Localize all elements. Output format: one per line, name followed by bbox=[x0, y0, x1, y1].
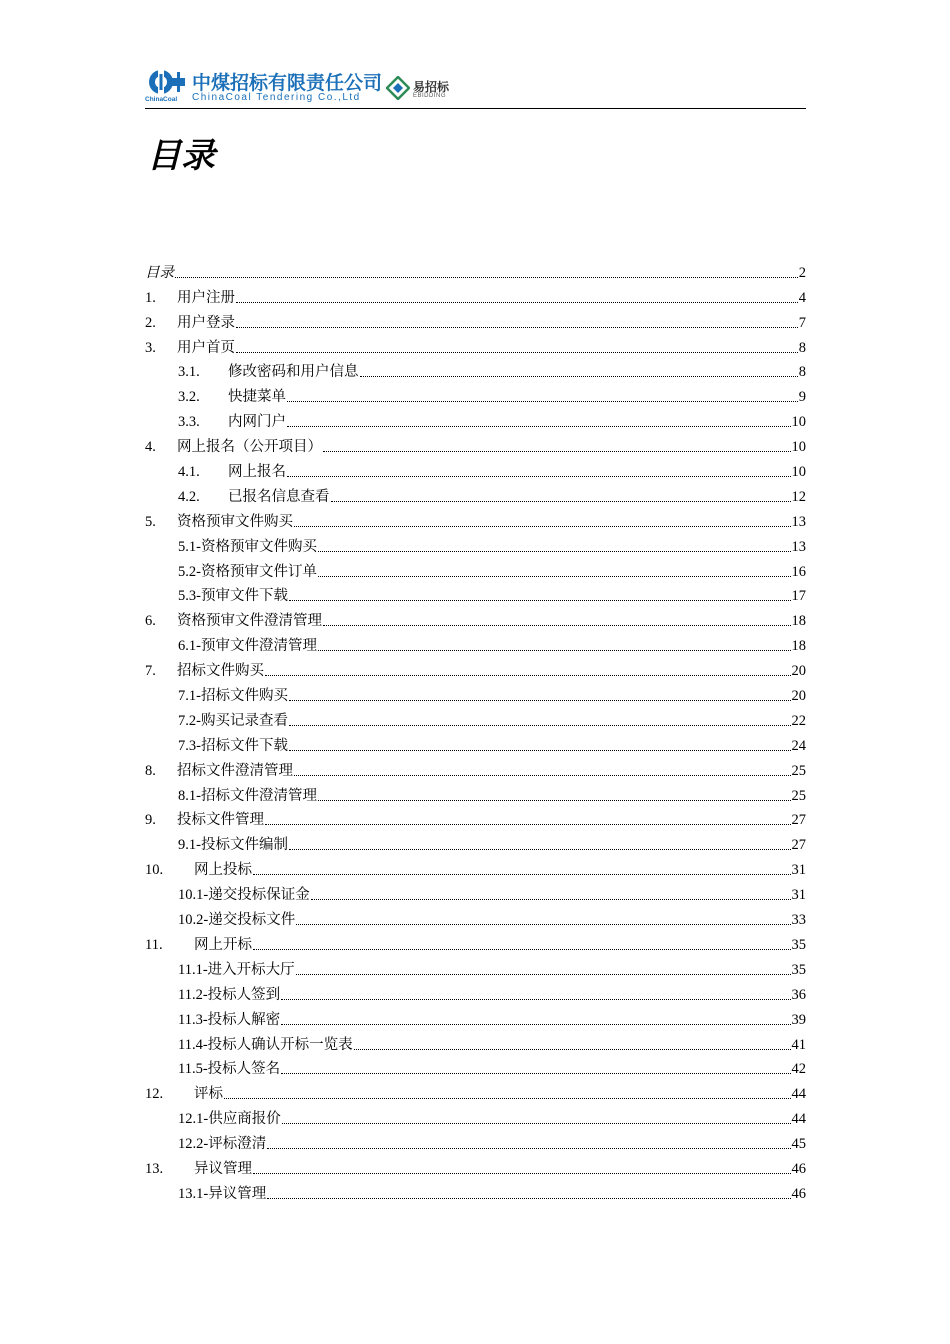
toc-entry-number: 7.3- bbox=[178, 737, 201, 754]
toc-entry-lead bbox=[145, 933, 792, 954]
toc-entry-page: 4 bbox=[798, 289, 806, 306]
toc-entry-page: 25 bbox=[791, 762, 806, 779]
toc-entry-text: 招标文件购买 bbox=[200, 688, 288, 705]
toc-dot-leader bbox=[267, 1148, 790, 1149]
toc-entry-page: 35 bbox=[791, 936, 806, 953]
toc-entry-lead bbox=[178, 460, 792, 481]
toc-entry-page: 27 bbox=[791, 837, 806, 854]
toc-entry-lead bbox=[178, 634, 792, 655]
toc-entry-text: 投标人签名 bbox=[207, 1061, 281, 1078]
toc-entry-text: 内网门户 bbox=[228, 414, 286, 431]
toc-entry[interactable] bbox=[145, 1054, 806, 1079]
toc-entry-number: 13. bbox=[145, 1160, 164, 1177]
toc-dot-leader bbox=[294, 775, 791, 776]
toc-entry-page: 13 bbox=[791, 513, 806, 530]
toc-entry-number: 1. bbox=[145, 289, 156, 306]
toc-entry-page: 20 bbox=[791, 663, 806, 680]
toc-dot-leader bbox=[331, 501, 791, 502]
toc-dot-leader bbox=[318, 800, 791, 801]
toc-entry-lead bbox=[178, 958, 792, 979]
toc-dot-leader bbox=[289, 725, 791, 726]
toc-dot-leader bbox=[265, 824, 791, 825]
toc-entry-text: 已报名信息查看 bbox=[228, 488, 330, 505]
toc-entry-text: 用户注册 bbox=[177, 289, 235, 306]
toc-entry-lead bbox=[178, 1033, 792, 1054]
toc-dot-leader bbox=[236, 327, 798, 328]
toc-dot-leader bbox=[294, 526, 791, 527]
toc-entry[interactable] bbox=[145, 381, 806, 406]
toc-dot-leader bbox=[175, 277, 798, 278]
toc-entry-lead bbox=[145, 336, 799, 357]
toc-entry[interactable] bbox=[145, 730, 806, 755]
toc-entry-page: 10 bbox=[791, 464, 806, 481]
toc-entry-lead bbox=[145, 759, 792, 780]
toc-entry-lead bbox=[145, 1157, 792, 1178]
toc-entry[interactable] bbox=[145, 332, 806, 357]
toc-entry-number: 10.1- bbox=[178, 887, 209, 904]
toc-entry-number: 11. bbox=[145, 936, 163, 953]
toc-entry-page: 46 bbox=[791, 1185, 806, 1202]
toc-dot-leader bbox=[281, 1073, 790, 1074]
toc-dot-leader bbox=[253, 874, 791, 875]
toc-entry-number: 8.1- bbox=[178, 787, 201, 804]
toc-entry[interactable] bbox=[145, 1128, 806, 1153]
toc-dot-leader bbox=[318, 650, 791, 651]
toc-entry-number: 9. bbox=[145, 812, 156, 829]
toc-entry-page: 18 bbox=[791, 638, 806, 655]
toc-entry-lead bbox=[178, 709, 792, 730]
toc-entry-text: 评标 bbox=[194, 1086, 223, 1103]
toc-entry-text: 用户首页 bbox=[177, 339, 235, 356]
toc-entry[interactable] bbox=[145, 581, 806, 606]
toc-entry-text: 资格预审文件购买 bbox=[177, 513, 293, 530]
toc-entry-number: 12. bbox=[145, 1086, 164, 1103]
toc-entry-lead bbox=[178, 833, 792, 854]
toc-entry[interactable] bbox=[145, 829, 806, 854]
toc-entry-text: 投标文件管理 bbox=[177, 812, 264, 829]
toc-dot-leader bbox=[318, 551, 791, 552]
toc-entry-number: 5.2- bbox=[178, 563, 201, 580]
toc-dot-leader bbox=[360, 376, 798, 377]
toc-entry-number: 13.1- bbox=[178, 1185, 209, 1202]
toc-dot-leader bbox=[323, 451, 791, 452]
toc-entry-page: 35 bbox=[791, 961, 806, 978]
toc-entry-lead bbox=[145, 1082, 792, 1103]
table-of-contents bbox=[145, 257, 806, 1203]
toc-entry-lead bbox=[178, 485, 792, 506]
toc-entry-text: 快捷菜单 bbox=[228, 389, 286, 406]
toc-entry-number: 6.1- bbox=[178, 638, 201, 655]
toc-entry-lead bbox=[178, 1008, 792, 1029]
toc-entry[interactable] bbox=[145, 1153, 806, 1178]
toc-entry-page: 45 bbox=[791, 1136, 806, 1153]
toc-entry-lead bbox=[178, 560, 792, 581]
toc-entry-lead bbox=[145, 311, 799, 332]
toc-entry[interactable] bbox=[145, 481, 806, 506]
toc-entry-number: 10.2- bbox=[178, 912, 209, 929]
toc-dot-leader bbox=[287, 476, 791, 477]
toc-entry-lead bbox=[178, 410, 792, 431]
toc-entry-lead bbox=[178, 784, 792, 805]
toc-entry-text: 投标人解密 bbox=[207, 1011, 281, 1028]
toc-entry-lead bbox=[178, 1132, 792, 1153]
toc-entry-number: 4.2. bbox=[178, 488, 200, 505]
toc-entry[interactable] bbox=[145, 556, 806, 581]
toc-entry-lead bbox=[178, 1107, 792, 1128]
toc-entry-number: 5.1- bbox=[178, 538, 201, 555]
toc-entry-number: 10. bbox=[145, 862, 164, 879]
toc-dot-leader bbox=[287, 401, 798, 402]
toc-entry-text: 投标人签到 bbox=[207, 986, 281, 1003]
toc-entry-number: 4.1. bbox=[178, 464, 200, 481]
toc-entry-page: 20 bbox=[791, 688, 806, 705]
company-name-en: ChinaCoal Tendering Co.,Ltd bbox=[192, 92, 361, 103]
toc-entry-page: 22 bbox=[791, 712, 806, 729]
toc-entry-page: 24 bbox=[791, 737, 806, 754]
toc-entry-lead bbox=[178, 360, 799, 381]
toc-entry-text: 预审文件下载 bbox=[200, 588, 288, 605]
toc-entry[interactable] bbox=[145, 1178, 806, 1203]
toc-entry-number: 3.3. bbox=[178, 414, 200, 431]
toc-entry-number: 12.1- bbox=[178, 1111, 209, 1128]
toc-entry-number: 11.1- bbox=[178, 961, 208, 978]
toc-entry[interactable] bbox=[145, 655, 806, 680]
toc-dot-leader bbox=[287, 426, 791, 427]
toc-entry-lead bbox=[178, 535, 792, 556]
toc-entry-number: 3.1. bbox=[178, 364, 200, 381]
toc-entry-number: 5. bbox=[145, 513, 156, 530]
toc-entry-number: 11.3- bbox=[178, 1011, 208, 1028]
toc-entry-lead bbox=[178, 1182, 792, 1203]
toc-entry-page: 27 bbox=[791, 812, 806, 829]
toc-entry-text: 招标文件购买 bbox=[177, 663, 264, 680]
toc-entry[interactable] bbox=[145, 431, 806, 456]
toc-entry-text: 招标文件下载 bbox=[200, 737, 288, 754]
toc-entry-page: 2 bbox=[798, 264, 806, 281]
toc-entry[interactable] bbox=[145, 904, 806, 929]
toc-entry-page: 31 bbox=[791, 887, 806, 904]
toc-entry-page: 46 bbox=[791, 1160, 806, 1177]
toc-entry-text: 资格预审文件订单 bbox=[200, 563, 317, 580]
toc-entry-page: 18 bbox=[791, 613, 806, 630]
toc-entry-text: 网上开标 bbox=[194, 936, 252, 953]
toc-entry-lead bbox=[178, 983, 792, 1004]
toc-entry-text: 递交投标文件 bbox=[208, 912, 296, 929]
toc-entry-page: 9 bbox=[798, 389, 806, 406]
toc-entry-lead bbox=[178, 883, 792, 904]
logo-small-text: ChinaCoal bbox=[145, 96, 178, 103]
toc-entry-text: 递交投标保证金 bbox=[208, 887, 310, 904]
toc-entry-page: 44 bbox=[791, 1086, 806, 1103]
toc-entry-number: 6. bbox=[145, 613, 156, 630]
toc-entry-text: 资格预审文件购买 bbox=[200, 538, 317, 555]
toc-entry-number: 4. bbox=[145, 439, 156, 456]
toc-entry-page: 31 bbox=[791, 862, 806, 879]
toc-entry-page: 25 bbox=[791, 787, 806, 804]
toc-dot-leader bbox=[289, 750, 791, 751]
toc-dot-leader bbox=[281, 1024, 790, 1025]
toc-entry-page: 10 bbox=[791, 414, 806, 431]
toc-entry[interactable] bbox=[145, 780, 806, 805]
toc-entry[interactable] bbox=[145, 680, 806, 705]
toc-entry-page: 10 bbox=[791, 439, 806, 456]
toc-entry-text: 异议管理 bbox=[194, 1160, 252, 1177]
toc-entry[interactable] bbox=[145, 456, 806, 481]
toc-entry-text: 预审文件澄清管理 bbox=[200, 638, 317, 655]
page-title: 目录 bbox=[147, 136, 215, 176]
toc-entry[interactable] bbox=[145, 605, 806, 630]
toc-entry-lead bbox=[178, 1057, 792, 1078]
toc-entry-text: 网上投标 bbox=[194, 862, 252, 879]
toc-entry-text: 供应商报价 bbox=[208, 1111, 281, 1128]
toc-dot-leader bbox=[282, 1123, 791, 1124]
page-header bbox=[145, 66, 806, 109]
toc-entry[interactable] bbox=[145, 307, 806, 332]
toc-entry[interactable] bbox=[145, 1078, 806, 1103]
toc-dot-leader bbox=[265, 675, 791, 676]
toc-entry-page: 13 bbox=[791, 538, 806, 555]
toc-entry-lead bbox=[178, 385, 799, 406]
toc-entry[interactable] bbox=[145, 805, 806, 830]
toc-entry-number: 2. bbox=[145, 314, 156, 331]
ebidding-name-en: EBIDDING bbox=[413, 93, 447, 99]
toc-entry-text: 招标文件澄清管理 bbox=[200, 787, 317, 804]
toc-entry[interactable] bbox=[145, 1004, 806, 1029]
toc-entry-page: 33 bbox=[791, 912, 806, 929]
toc-entry-text: 投标人确认开标一览表 bbox=[207, 1036, 353, 1053]
toc-entry-page: 36 bbox=[791, 986, 806, 1003]
toc-entry-text: 网上报名 bbox=[228, 464, 286, 481]
toc-entry-text: 投标文件编制 bbox=[200, 837, 288, 854]
toc-entry-text: 异议管理 bbox=[208, 1185, 267, 1202]
toc-entry-lead bbox=[178, 584, 792, 605]
toc-entry[interactable] bbox=[145, 954, 806, 979]
toc-dot-leader bbox=[281, 999, 790, 1000]
toc-entry-lead bbox=[178, 684, 792, 705]
toc-entry[interactable] bbox=[145, 282, 806, 307]
ebidding-logo-icon bbox=[386, 76, 410, 100]
toc-entry-text: 购买记录查看 bbox=[200, 712, 288, 729]
toc-dot-leader bbox=[296, 924, 790, 925]
toc-dot-leader bbox=[311, 899, 791, 900]
toc-entry-text: 评标澄清 bbox=[208, 1136, 267, 1153]
toc-entry-number: 5.3- bbox=[178, 588, 201, 605]
toc-entry[interactable] bbox=[145, 531, 806, 556]
toc-entry-page: 41 bbox=[791, 1036, 806, 1053]
toc-entry-number: 3.2. bbox=[178, 389, 200, 406]
toc-entry-page: 44 bbox=[791, 1111, 806, 1128]
toc-entry-lead bbox=[145, 609, 792, 630]
toc-entry[interactable] bbox=[145, 630, 806, 655]
toc-entry-lead bbox=[145, 435, 792, 456]
toc-entry[interactable] bbox=[145, 1103, 806, 1128]
toc-entry[interactable] bbox=[145, 357, 806, 382]
toc-entry-lead bbox=[145, 261, 799, 282]
toc-entry-number: 12.2- bbox=[178, 1136, 209, 1153]
toc-entry-number: 3. bbox=[145, 339, 156, 356]
toc-entry-lead bbox=[145, 510, 792, 531]
toc-entry-page: 8 bbox=[798, 364, 806, 381]
toc-entry-text: 资格预审文件澄清管理 bbox=[177, 613, 322, 630]
toc-entry[interactable] bbox=[145, 1029, 806, 1054]
toc-entry-text: 网上报名（公开项目） bbox=[177, 439, 322, 456]
toc-entry-number: 9.1- bbox=[178, 837, 201, 854]
toc-entry-lead bbox=[145, 858, 792, 879]
toc-entry-lead bbox=[145, 659, 792, 680]
toc-dot-leader bbox=[318, 576, 791, 577]
toc-entry-lead bbox=[145, 808, 792, 829]
toc-entry-number: 7.2- bbox=[178, 712, 201, 729]
toc-dot-leader bbox=[289, 849, 791, 850]
toc-entry-lead bbox=[178, 734, 792, 755]
toc-entry-text: 修改密码和用户信息 bbox=[228, 364, 359, 381]
toc-entry-page: 39 bbox=[791, 1011, 806, 1028]
toc-entry-number: 7.1- bbox=[178, 688, 201, 705]
toc-entry[interactable] bbox=[145, 854, 806, 879]
toc-dot-leader bbox=[323, 625, 791, 626]
toc-dot-leader bbox=[253, 949, 791, 950]
toc-entry[interactable] bbox=[145, 506, 806, 531]
toc-entry[interactable] bbox=[145, 755, 806, 780]
ebidding-name-cn: 易招标 bbox=[413, 80, 450, 94]
toc-entry-text: 目录 bbox=[145, 264, 174, 281]
toc-entry-text: 招标文件澄清管理 bbox=[177, 762, 293, 779]
toc-dot-leader bbox=[267, 1198, 790, 1199]
toc-dot-leader bbox=[224, 1098, 791, 1099]
toc-entry[interactable] bbox=[145, 705, 806, 730]
toc-entry[interactable] bbox=[145, 929, 806, 954]
toc-entry-page: 7 bbox=[798, 314, 806, 331]
toc-entry-number: 11.5- bbox=[178, 1061, 208, 1078]
toc-entry[interactable] bbox=[145, 257, 806, 282]
toc-dot-leader bbox=[236, 352, 798, 353]
toc-dot-leader bbox=[296, 974, 791, 975]
company-name-cn: 中煤招标有限责任公司 bbox=[192, 72, 383, 94]
toc-entry-text: 进入开标大厅 bbox=[207, 961, 295, 978]
toc-dot-leader bbox=[289, 700, 791, 701]
toc-entry-page: 12 bbox=[791, 488, 806, 505]
toc-entry-page: 42 bbox=[791, 1061, 806, 1078]
toc-entry-number: 8. bbox=[145, 762, 156, 779]
toc-entry-text: 用户登录 bbox=[177, 314, 235, 331]
toc-entry[interactable] bbox=[145, 879, 806, 904]
toc-entry-number: 11.2- bbox=[178, 986, 208, 1003]
toc-dot-leader bbox=[289, 600, 791, 601]
toc-entry[interactable] bbox=[145, 406, 806, 431]
toc-entry-lead bbox=[145, 286, 799, 307]
toc-dot-leader bbox=[236, 302, 798, 303]
toc-dot-leader bbox=[253, 1173, 791, 1174]
toc-entry-page: 16 bbox=[791, 563, 806, 580]
toc-entry-page: 8 bbox=[798, 339, 806, 356]
toc-dot-leader bbox=[354, 1049, 791, 1050]
toc-entry[interactable] bbox=[145, 979, 806, 1004]
toc-entry-lead bbox=[178, 908, 792, 929]
toc-entry-number: 7. bbox=[145, 663, 156, 680]
toc-entry-number: 11.4- bbox=[178, 1036, 208, 1053]
toc-entry-page: 17 bbox=[791, 588, 806, 605]
